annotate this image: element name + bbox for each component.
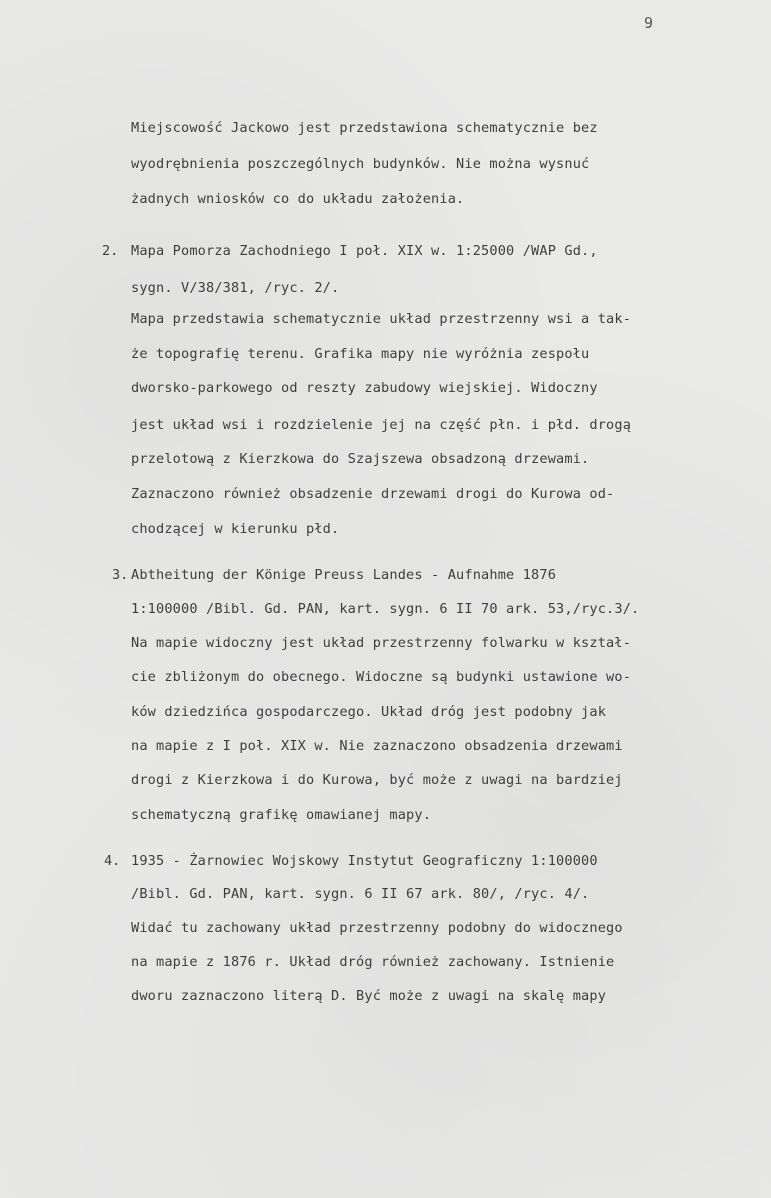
page-number: 9 (644, 14, 654, 32)
text-line: dworsko-parkowego od reszty zabudowy wiejskiej. Widoczny (131, 380, 598, 396)
text-line: chodzącej w kierunku płd. (131, 521, 340, 537)
text-line: Miejscowość Jackowo jest przedstawiona schematycznie bez (131, 120, 598, 136)
text-line: /Bibl. Gd. PAN, kart. sygn. 6 II 67 ark. 80/, /ryc. 4/. (131, 886, 590, 902)
text-line: na mapie z I poł. XIX w. Nie zaznaczono obsadzenia drzewami (131, 738, 623, 754)
text-line: drogi z Kierzkowa i do Kurowa, być może z uwagi na bardziej (131, 772, 623, 788)
text-line: na mapie z 1876 r. Układ dróg również zachowany. Istnienie (131, 954, 615, 970)
text-line: przelotową z Kierzkowa do Szajszewa obsadzoną drzewami. (131, 451, 590, 467)
text-line: sygn. V/38/381, /ryc. 2/. (131, 280, 340, 296)
text-line: żadnych wniosków co do układu założenia. (131, 191, 465, 207)
text-line: 1:100000 /Bibl. Gd. PAN, kart. sygn. 6 II 70 ark. 53,/ryc.3/. (131, 601, 640, 617)
text-line: cie zbliżonym do obecnego. Widoczne są budynki ustawione wo- (131, 669, 632, 685)
text-line: wyodrębnienia poszczególnych budynków. Nie można wysnuć (131, 156, 590, 172)
text-line: dworu zaznaczono literą D. Być może z uwagi na skalę mapy (131, 988, 607, 1004)
text-line: ków dziedzińca gospodarczego. Układ dróg jest podobny jak (131, 704, 607, 720)
text-line: że topografię terenu. Grafika mapy nie wyróżnia zespołu (131, 346, 590, 362)
text-line: 1935 - Żarnowiec Wojskowy Instytut Geograficzny 1:100000 (131, 853, 598, 869)
text-line: Widać tu zachowany układ przestrzenny podobny do widocznego (131, 920, 623, 936)
text-line: Mapa Pomorza Zachodniego I poł. XIX w. 1:25000 /WAP Gd., (131, 243, 598, 259)
text-line: Zaznaczono również obsadzenie drzewami drogi do Kurowa od- (131, 486, 615, 502)
text-line: Abtheitung der Könige Preuss Landes - Aufnahme 1876 (131, 567, 557, 583)
item-number: 4. (104, 853, 121, 869)
text-line: Mapa przedstawia schematycznie układ przestrzenny wsi a tak- (131, 311, 632, 327)
item-number: 2. (102, 243, 119, 259)
text-line: Na mapie widoczny jest układ przestrzenny folwarku w kształ- (131, 635, 632, 651)
item-number: 3. (112, 567, 129, 583)
text-line: jest układ wsi i rozdzielenie jej na część płn. i płd. drogą (131, 417, 632, 433)
text-line: schematyczną grafikę omawianej mapy. (131, 807, 432, 823)
